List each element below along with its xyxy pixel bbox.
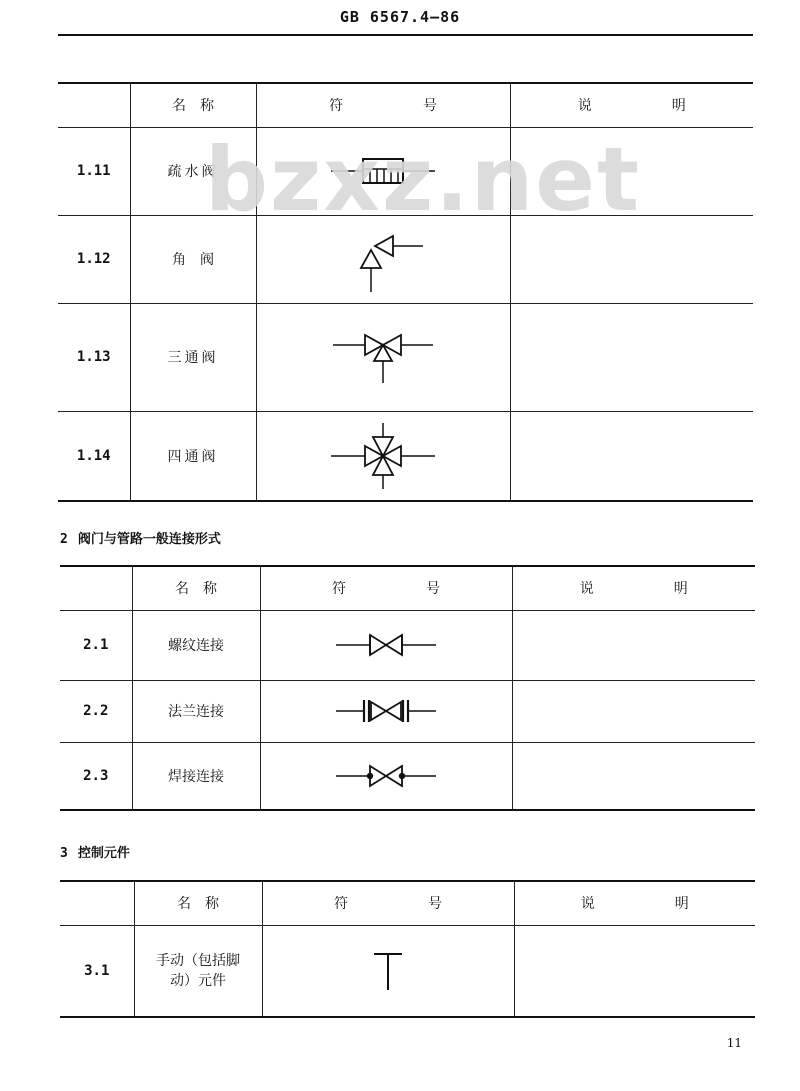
section-number: 2: [60, 532, 68, 547]
section-title: 控制元件: [77, 846, 130, 861]
row-description: [512, 680, 755, 742]
manual-actuator-icon: [358, 946, 418, 996]
header-symbol: 符 号: [262, 881, 514, 925]
table-row: [60, 680, 755, 742]
header-name: 名 称: [130, 83, 256, 127]
row-name: 四通阀: [130, 411, 256, 501]
table-row: [60, 610, 755, 680]
row-description: [510, 127, 753, 215]
row-number: 2.3: [60, 742, 132, 810]
row-description: [512, 610, 755, 680]
header-symbol: 符 号: [256, 83, 510, 127]
row-name: 焊接连接: [132, 742, 260, 810]
row-number: 2.1: [60, 610, 132, 680]
header-name: 名 称: [134, 881, 262, 925]
section-title: 阀门与管路一般连接形式: [77, 532, 221, 547]
symbols-table-3: [60, 880, 755, 1018]
table-header-row: [58, 83, 753, 127]
table-row: [58, 303, 753, 411]
row-number: 1.14: [58, 411, 130, 501]
standard-code: GB 6567.4—86: [339, 8, 461, 26]
row-name: 螺纹连接: [132, 610, 260, 680]
watermark: bzxz.net: [205, 128, 642, 231]
row-number: 1.13: [58, 303, 130, 411]
table-row: [58, 127, 753, 215]
row-description: [510, 303, 753, 411]
four-way-valve-icon: [323, 421, 443, 491]
header-name: 名 称: [132, 566, 260, 610]
three-way-valve-icon: [323, 327, 443, 387]
row-name: 角 阀: [130, 215, 256, 303]
row-description: [514, 925, 755, 1017]
table-header-row: [60, 566, 755, 610]
row-number: 1.11: [58, 127, 130, 215]
welded-connection-icon: [326, 761, 446, 791]
angle-valve-icon: [323, 224, 443, 294]
table-row: [58, 411, 753, 501]
row-description: [512, 742, 755, 810]
threaded-connection-icon: [326, 630, 446, 660]
row-number: 3.1: [60, 925, 134, 1017]
row-name: 手动（包括脚 动）元件: [134, 925, 262, 1017]
flange-connection-icon: [326, 696, 446, 726]
header-description: 说 明: [510, 83, 753, 127]
section-number: 3: [60, 846, 68, 861]
row-number: 1.12: [58, 215, 130, 303]
row-number: 2.2: [60, 680, 132, 742]
table-row: [60, 925, 755, 1017]
table-header-row: [60, 881, 755, 925]
table-row: [60, 742, 755, 810]
header-rule: [58, 34, 753, 36]
row-description: [510, 215, 753, 303]
header-description: 说 明: [514, 881, 755, 925]
table-row: [58, 215, 753, 303]
symbols-table-2: [60, 565, 755, 811]
header-symbol: 符 号: [260, 566, 512, 610]
row-name: 法兰连接: [132, 680, 260, 742]
section-2-heading: [60, 528, 221, 547]
header-description: 说 明: [512, 566, 755, 610]
trap-valve-icon: [323, 151, 443, 191]
row-description: [510, 411, 753, 501]
symbols-table-1: [58, 82, 753, 502]
page-number: 11: [726, 1036, 742, 1050]
row-name: 疏水阀: [130, 127, 256, 215]
row-name: 三通阀: [130, 303, 256, 411]
section-3-heading: [60, 842, 130, 861]
